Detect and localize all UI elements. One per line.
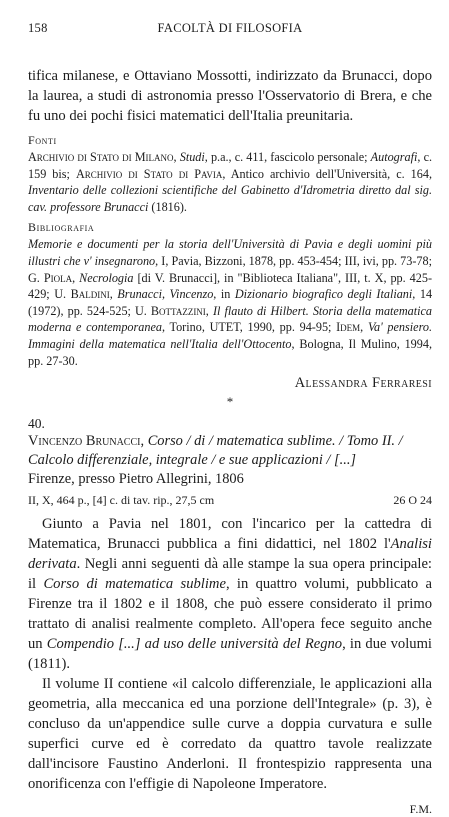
separator: * — [226, 394, 234, 410]
ref5-author: Idem, — [336, 320, 364, 335]
author-initials: F.M. — [409, 802, 432, 817]
ref3-in: , in — [213, 287, 231, 302]
running-head — [28, 21, 432, 37]
compendio-title: Compendio [...] ad uso delle università del Regno — [46, 636, 343, 653]
entry-number: 40. — [28, 416, 45, 432]
ref2-title: Necrologia — [79, 270, 134, 285]
ref2-rest: [di V. Brunacci], in "Biblioteca Italiana", III, t. X, pp. 425-429; — [28, 270, 433, 302]
studi-label: Studi — [179, 150, 205, 164]
ref1-title: Memorie e documenti per la storia dell'Università di Pavia e degli uomini più illustri che v' insegnarono — [28, 237, 432, 268]
inventory-year: (1816). — [151, 199, 187, 214]
ref5-rest: , Bologna, Il Mulino, 1994, pp. 27-30. — [28, 336, 432, 368]
entry-author: Vincenzo Brunacci, — [28, 433, 145, 450]
ref4-title: Il flauto di Hilbert. Storia della matematica moderna e contemporanea — [28, 303, 432, 335]
description-paragraph-1 — [28, 514, 432, 674]
entry-title: Corso / di / matematica sublime. / Tomo II. / Calcolo differenziale, integrale / e sue applicazioni / [...] — [28, 433, 403, 469]
archive-pavia-rest: Antico archivio dell'Università, c. 164, — [230, 166, 433, 181]
intro-paragraph: tifica milanese, e Ottaviano Mossotti, indirizzato da Brunacci, dopo la laurea, a studi di astronomia presso l'Osservatorio di Brera, e che fu uno dei pochi fisici matematici dell'Italia preunitaria. — [28, 68, 432, 124]
archive-pavia: Archivio di Stato di Pavia, — [75, 166, 226, 181]
section-title: FACOLTÀ DI FILOSOFIA — [157, 21, 303, 35]
author-signature: Alessandra Ferraresi — [294, 375, 432, 392]
collation: II, X, 464 p., [4] c. di tav. rip., 27,5 cm — [28, 493, 215, 508]
bibliografia-heading: Bibliografia — [28, 220, 95, 235]
desc-text-a: Giunto a Pavia nel 1801, con l'incarico per la cattedra di Matematica, Brunacci pubblica a fini didattici, nel 1802 l' — [28, 516, 432, 553]
desc-text-d: , in due volumi (1811). — [28, 636, 432, 673]
shelfmark: 26 O 24 — [393, 493, 432, 508]
desc-text-b: . Negli anni seguenti dà alle stampe la sua opera principale: il — [28, 556, 432, 593]
page-content — [28, 66, 432, 817]
archive-milano: Archivio di Stato di Milano, — [28, 150, 177, 164]
fonti-text — [28, 149, 432, 215]
archive-milano-rest: , p.a., c. 411, fascicolo personale; — [204, 150, 368, 164]
autografi-label: Autografi — [370, 150, 418, 164]
analisi-derivata-title: Analisi derivata — [28, 536, 432, 573]
corso-title: Corso di matematica sublime — [43, 576, 226, 593]
collation-line — [28, 492, 432, 509]
ref3-title: Brunacci, Vincenzo — [117, 287, 214, 302]
ref3-author: U. Baldini, — [54, 287, 113, 302]
entry-title-block — [28, 432, 432, 470]
bibliografia-text — [28, 236, 432, 369]
entry-imprint: Firenze, presso Pietro Allegrini, 1806 — [28, 471, 244, 488]
ref4-author: U. Bottazzini, — [135, 303, 209, 318]
ref3-dict: Dizionario biografico degli Italiani — [234, 287, 413, 302]
page-number: 158 — [28, 21, 48, 35]
inventory-title: Inventario delle collezioni scientifiche del Gabinetto d'Idrometria diretto dal sig. cav. professore Brunacci — [28, 183, 432, 214]
archive-milano-rest2: , c. 159 bis; — [28, 150, 433, 181]
desc-text-c: , in quattro volumi, pubblicato a Firenze tra il 1802 e il 1808, che può essere considerato il primo trattato di analisi realmente completo. All'opera fece seguito anche un — [28, 576, 432, 653]
fonti-heading: Fonti — [28, 133, 57, 147]
ref1-rest: , I, Pavia, Bizzoni, 1878, pp. 453-454; III, ivi, pp. 73-78; — [155, 253, 432, 268]
ref3-rest: , 14 (1972), pp. 524-525; — [28, 287, 433, 318]
ref4-rest: , Torino, UTET, 1990, pp. 94-95; — [161, 320, 332, 335]
book-page — [28, 0, 433, 817]
ref5-title: Va' pensiero. Immagini della matematica nell'Italia dell'Ottocento — [28, 320, 432, 351]
ref2-author: G. Piola, — [28, 270, 76, 285]
description-paragraph-2: Il volume II contiene «il calcolo differenziale, le applicazioni alla geometria, alla meccanica ed una porzione dell'Integrale» (p. 3), è concluso da un'appendice sulle curve a doppia curvatura e sulle superfici curve ed è corredato da quattro tavole realizzate dall'incisore Faustino Anderloni. Il frontespizio rappresenta una onorificenza con l'effigie di Napoleone Imperatore. — [28, 676, 432, 793]
